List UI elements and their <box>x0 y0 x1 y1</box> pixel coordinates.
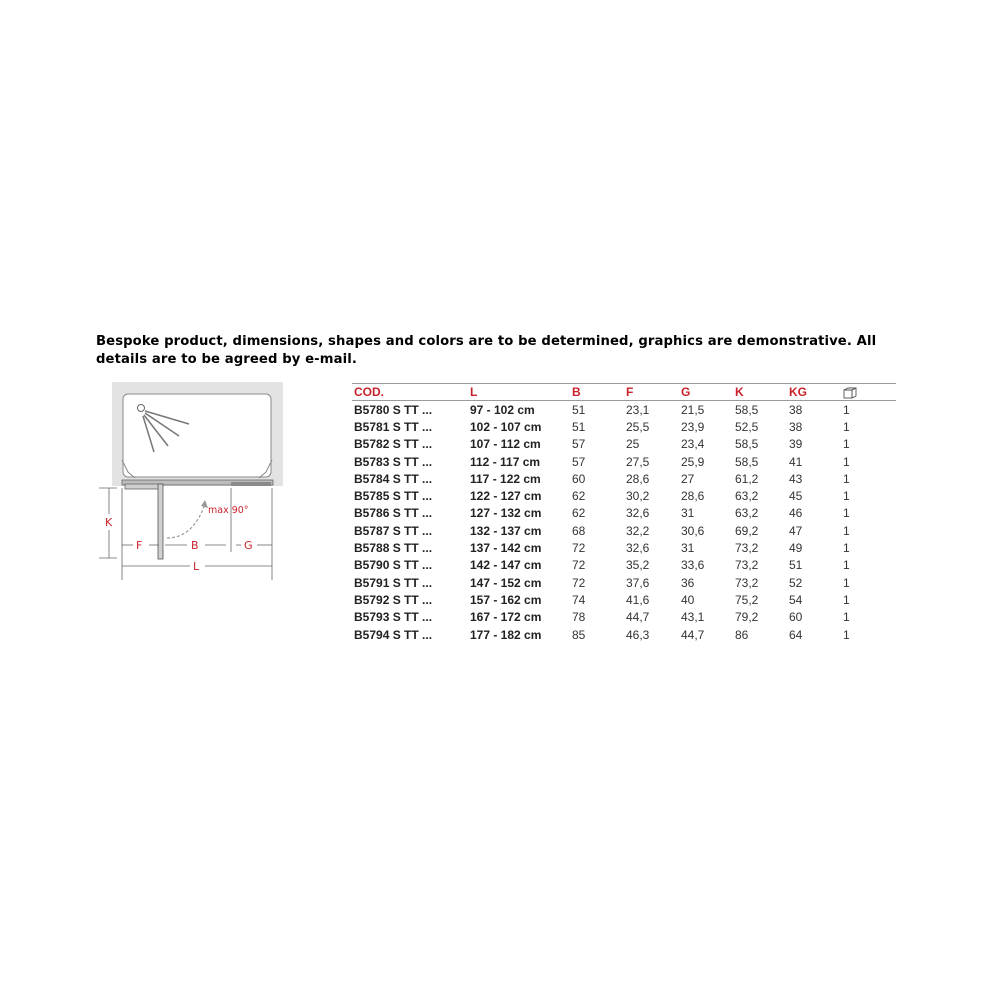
table-row <box>352 487 896 504</box>
table-row <box>352 436 896 453</box>
table-row <box>352 591 896 608</box>
cell-l: 177 - 182 cm <box>470 627 542 642</box>
cell-g: 23,9 <box>681 419 705 434</box>
table-header <box>352 384 896 401</box>
cell-l: 112 - 117 cm <box>470 454 541 469</box>
fixed-panel-right <box>231 482 271 486</box>
cell-package: 1 <box>843 437 850 452</box>
cell-l: 137 - 142 cm <box>470 541 542 556</box>
k-label: K <box>105 516 113 529</box>
cell-l: 127 - 132 cm <box>470 506 542 521</box>
cell-g: 30,6 <box>681 523 705 538</box>
cell-package: 1 <box>843 592 850 607</box>
cell-code: B5786 S TT ... <box>354 506 433 521</box>
cell-g: 33,6 <box>681 558 705 573</box>
shower-tray <box>123 394 271 477</box>
box-icon <box>843 387 857 399</box>
cell-package: 1 <box>843 558 850 573</box>
cell-kg: 64 <box>789 627 803 642</box>
cell-b: 74 <box>572 592 586 607</box>
cell-kg: 54 <box>789 592 803 607</box>
cell-package: 1 <box>843 575 850 590</box>
cell-package: 1 <box>843 610 850 625</box>
cell-package: 1 <box>843 627 850 642</box>
cell-l: 107 - 112 cm <box>470 437 541 452</box>
cell-b: 60 <box>572 471 586 486</box>
cell-b: 72 <box>572 558 586 573</box>
cell-f: 37,6 <box>626 575 650 590</box>
dimensions-table <box>352 383 896 643</box>
cell-k: 58,5 <box>735 402 759 417</box>
cell-b: 51 <box>572 419 586 434</box>
cell-code: B5788 S TT ... <box>354 541 433 556</box>
cell-f: 23,1 <box>626 402 650 417</box>
intro-text: Bespoke product, dimensions, shapes and colors are to be determined, graphics are demonstrative. All details are to be agreed by e-mail. <box>96 334 877 367</box>
cell-f: 32,6 <box>626 506 650 521</box>
cell-kg: 43 <box>789 471 803 486</box>
cell-g: 43,1 <box>681 610 705 625</box>
header-b: B <box>570 384 624 401</box>
cell-kg: 38 <box>789 419 803 434</box>
g-label: G <box>244 539 253 552</box>
cell-f: 41,6 <box>626 592 650 607</box>
cell-l: 142 - 147 cm <box>470 558 542 573</box>
cell-f: 27,5 <box>626 454 650 469</box>
cell-package: 1 <box>843 506 850 521</box>
cell-l: 122 - 127 cm <box>470 489 542 504</box>
table-row <box>352 574 896 591</box>
cell-l: 97 - 102 cm <box>470 402 535 417</box>
cell-g: 44,7 <box>681 627 705 642</box>
table-row <box>352 557 896 574</box>
cell-k: 61,2 <box>735 471 759 486</box>
cell-g: 36 <box>681 575 695 590</box>
cell-b: 72 <box>572 541 586 556</box>
header-f: F <box>624 384 679 401</box>
cell-package: 1 <box>843 419 850 434</box>
cell-b: 57 <box>572 454 586 469</box>
header-cod: COD. <box>352 384 468 401</box>
cell-f: 32,2 <box>626 523 650 538</box>
shower-diagram <box>95 380 295 585</box>
cell-b: 57 <box>572 437 586 452</box>
table-row <box>352 505 896 522</box>
cell-kg: 45 <box>789 489 803 504</box>
cell-g: 23,4 <box>681 437 705 452</box>
cell-code: B5782 S TT ... <box>354 437 433 452</box>
cell-g: 40 <box>681 592 695 607</box>
cell-g: 25,9 <box>681 454 705 469</box>
cell-kg: 60 <box>789 610 803 625</box>
cell-k: 79,2 <box>735 610 759 625</box>
cell-f: 35,2 <box>626 558 650 573</box>
cell-b: 51 <box>572 402 586 417</box>
l-label: L <box>193 560 200 573</box>
cell-k: 75,2 <box>735 592 759 607</box>
header-g: G <box>679 384 733 401</box>
cell-code: B5790 S TT ... <box>354 558 433 573</box>
cell-l: 157 - 162 cm <box>470 592 542 607</box>
cell-l: 132 - 137 cm <box>470 523 542 538</box>
cell-code: B5791 S TT ... <box>354 575 433 590</box>
cell-f: 30,2 <box>626 489 650 504</box>
cell-b: 72 <box>572 575 586 590</box>
table-row <box>352 418 896 435</box>
cell-f: 44,7 <box>626 610 650 625</box>
cell-b: 62 <box>572 489 586 504</box>
cell-l: 102 - 107 cm <box>470 419 542 434</box>
cell-package: 1 <box>843 541 850 556</box>
cell-g: 28,6 <box>681 489 705 504</box>
table-row <box>352 539 896 556</box>
table-body <box>352 401 896 644</box>
cell-code: B5785 S TT ... <box>354 489 433 504</box>
shower-diagram-svg <box>95 380 295 585</box>
cell-code: B5792 S TT ... <box>354 592 433 607</box>
cell-b: 78 <box>572 610 586 625</box>
cell-l: 117 - 122 cm <box>470 471 541 486</box>
cell-k: 86 <box>735 627 749 642</box>
cell-code: B5793 S TT ... <box>354 610 433 625</box>
cell-g: 31 <box>681 506 695 521</box>
cell-k: 73,2 <box>735 558 759 573</box>
cell-kg: 46 <box>789 506 803 521</box>
cell-code: B5783 S TT ... <box>354 454 433 469</box>
cell-b: 85 <box>572 627 586 642</box>
cell-package: 1 <box>843 471 850 486</box>
header-package <box>841 384 896 401</box>
b-label: B <box>191 539 199 552</box>
cell-package: 1 <box>843 454 850 469</box>
cell-kg: 41 <box>789 454 803 469</box>
cell-g: 27 <box>681 471 695 486</box>
open-door <box>158 484 163 559</box>
cell-code: B5781 S TT ... <box>354 419 433 434</box>
cell-package: 1 <box>843 402 850 417</box>
table-row <box>352 609 896 626</box>
cell-k: 63,2 <box>735 506 759 521</box>
cell-g: 21,5 <box>681 402 705 417</box>
cell-b: 68 <box>572 523 586 538</box>
cell-code: B5794 S TT ... <box>354 627 433 642</box>
cell-package: 1 <box>843 489 850 504</box>
cell-b: 62 <box>572 506 586 521</box>
cell-kg: 47 <box>789 523 803 538</box>
table-row <box>352 626 896 643</box>
cell-k: 58,5 <box>735 437 759 452</box>
cell-l: 147 - 152 cm <box>470 575 542 590</box>
cell-code: B5780 S TT ... <box>354 402 433 417</box>
cell-f: 28,6 <box>626 471 650 486</box>
table-row <box>352 453 896 470</box>
dimensions-table-wrapper <box>352 383 896 643</box>
cell-k: 52,5 <box>735 419 759 434</box>
header-k: K <box>733 384 787 401</box>
cell-code: B5784 S TT ... <box>354 471 433 486</box>
table-row <box>352 470 896 487</box>
cell-kg: 51 <box>789 558 803 573</box>
cell-k: 73,2 <box>735 541 759 556</box>
table-row <box>352 401 896 419</box>
f-label: F <box>136 539 143 552</box>
header-l: L <box>468 384 570 401</box>
table-row <box>352 522 896 539</box>
cell-code: B5787 S TT ... <box>354 523 433 538</box>
cell-f: 25 <box>626 437 640 452</box>
cell-kg: 38 <box>789 402 803 417</box>
header-kg: KG <box>787 384 841 401</box>
cell-f: 25,5 <box>626 419 650 434</box>
cell-package: 1 <box>843 523 850 538</box>
cell-k: 73,2 <box>735 575 759 590</box>
cell-l: 167 - 172 cm <box>470 610 542 625</box>
angle-label: max 90° <box>208 505 249 516</box>
fixed-panel-left <box>125 484 161 489</box>
swing-arc <box>167 504 205 538</box>
cell-f: 46,3 <box>626 627 650 642</box>
cell-k: 63,2 <box>735 489 759 504</box>
cell-k: 58,5 <box>735 454 759 469</box>
cell-k: 69,2 <box>735 523 759 538</box>
cell-kg: 52 <box>789 575 803 590</box>
cell-kg: 39 <box>789 437 803 452</box>
cell-f: 32,6 <box>626 541 650 556</box>
cell-g: 31 <box>681 541 695 556</box>
cell-kg: 49 <box>789 541 803 556</box>
swing-arrow-icon <box>201 500 208 508</box>
